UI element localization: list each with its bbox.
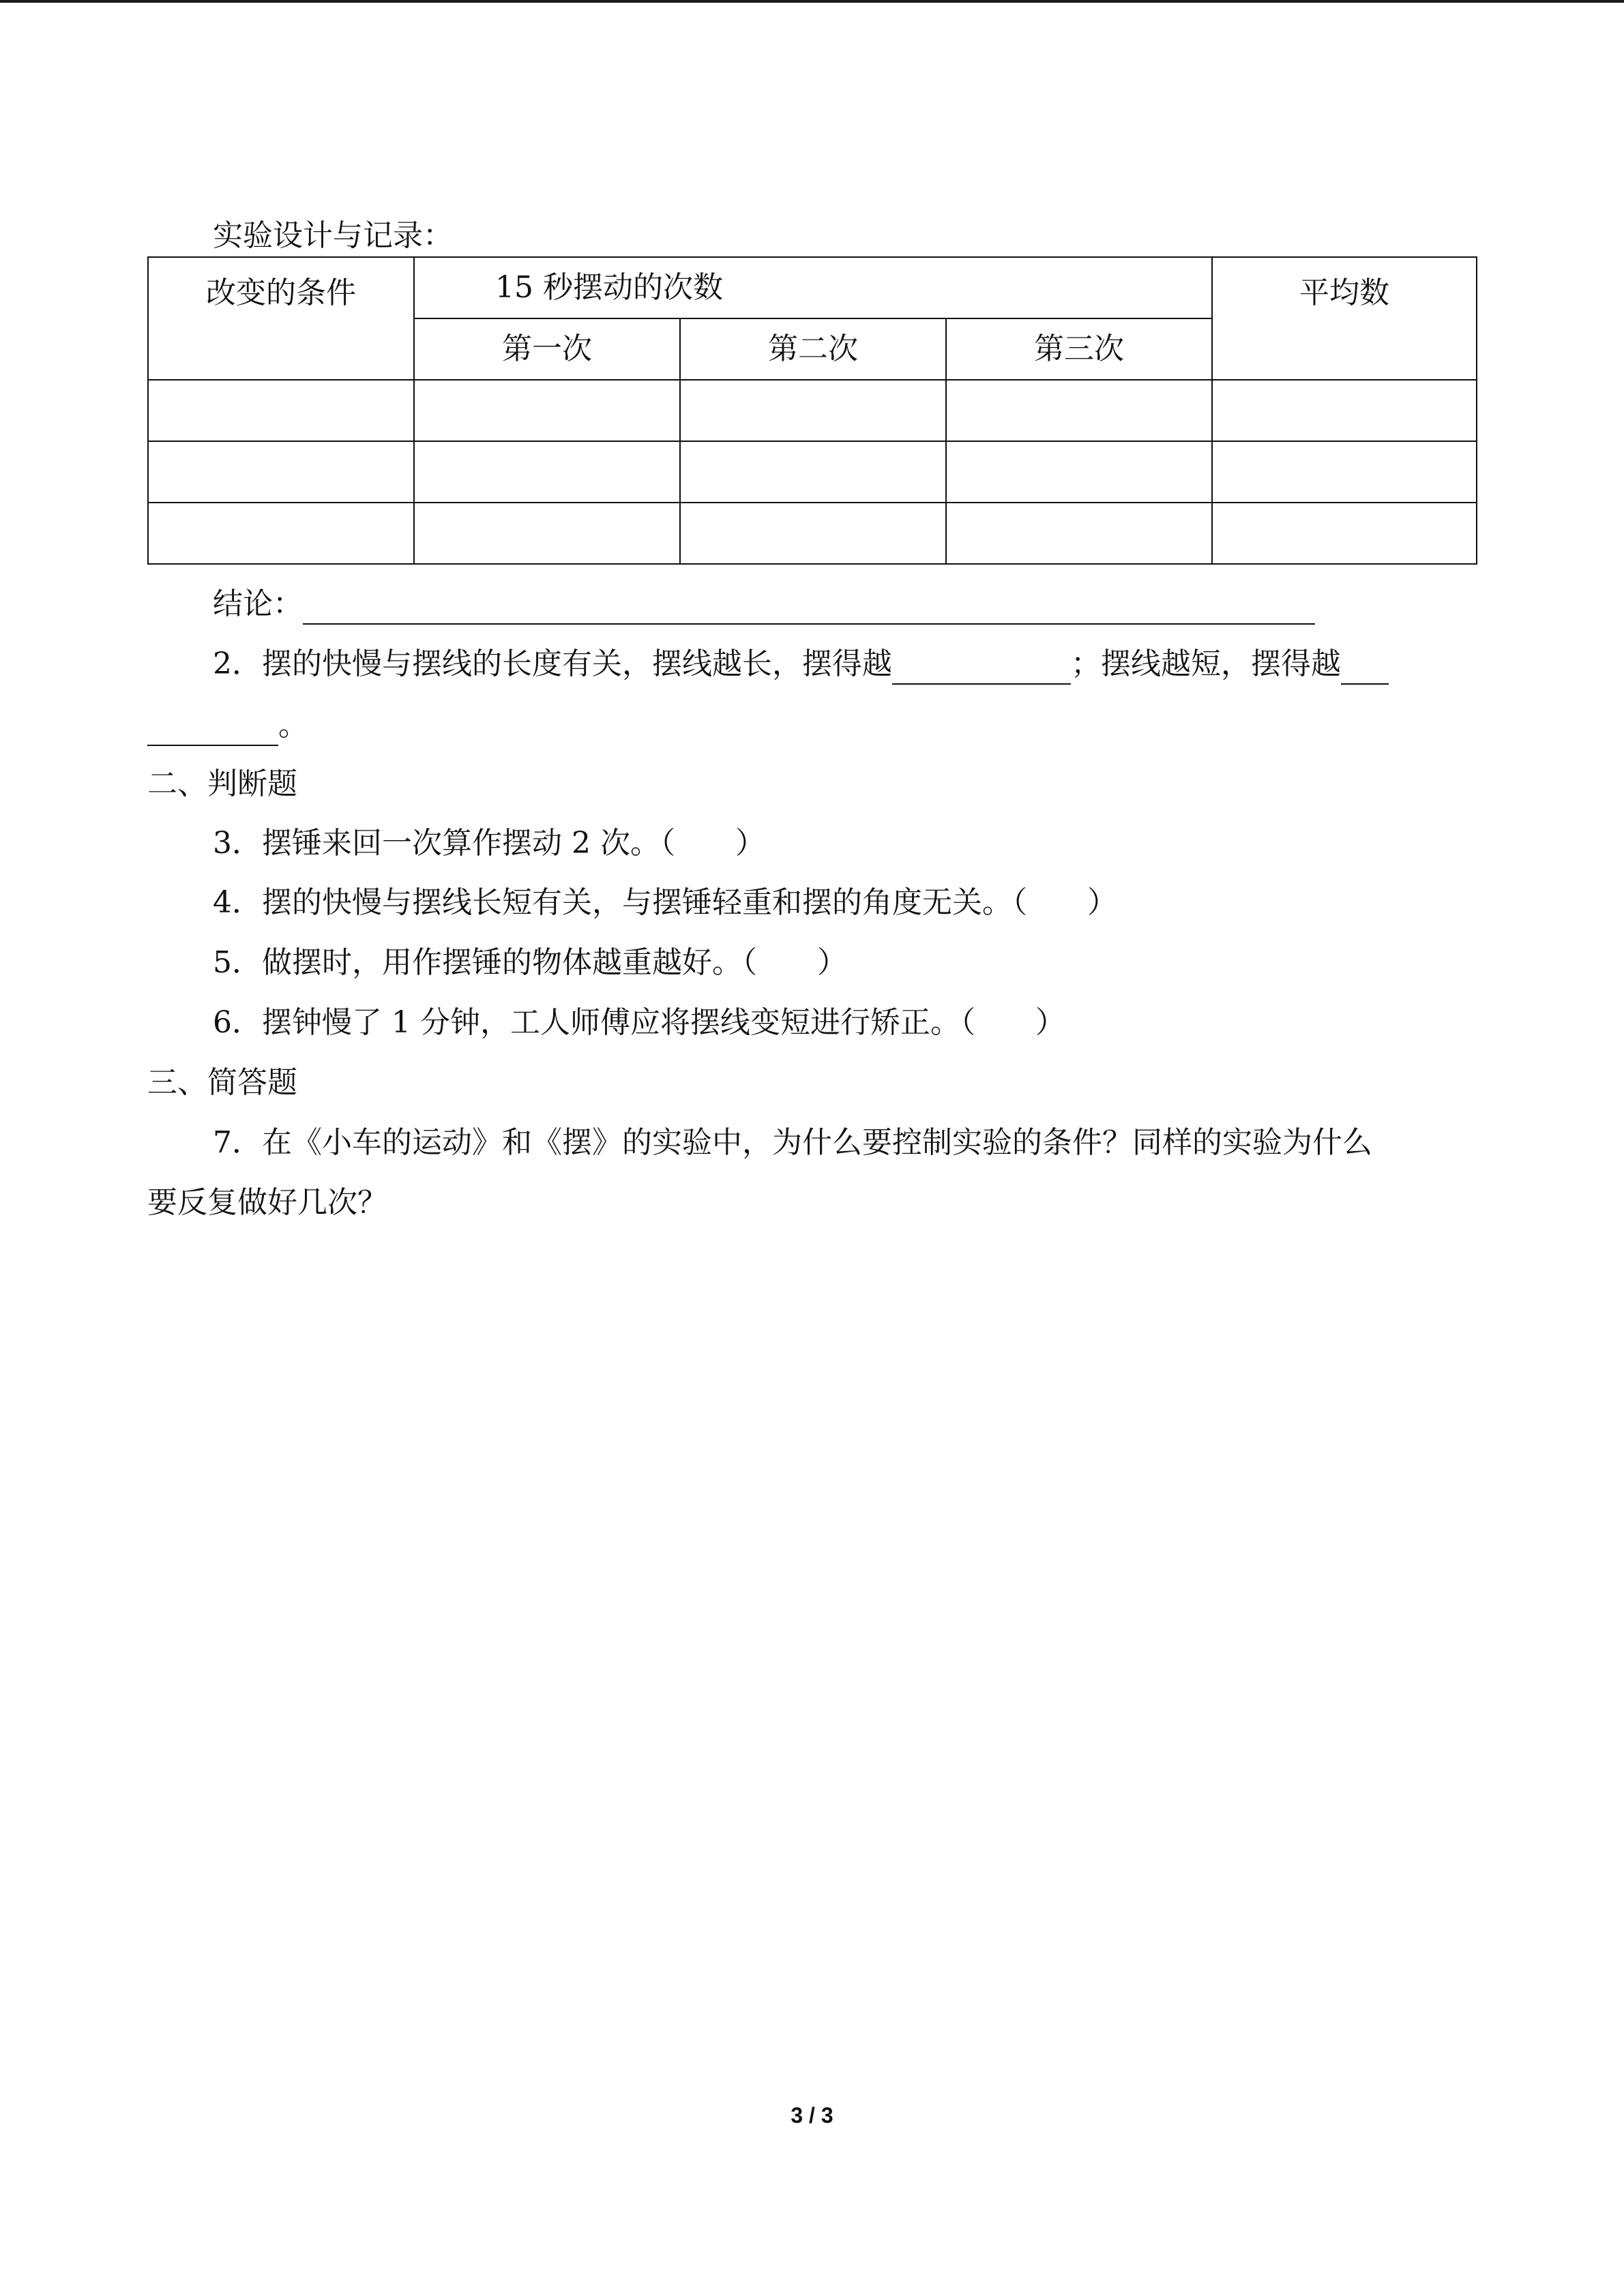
conclusion-blank[interactable] bbox=[303, 591, 1315, 625]
page-number: 3 / 3 bbox=[791, 2103, 833, 2128]
header-average bbox=[1212, 257, 1477, 380]
header-condition-label: 改变的条件 bbox=[206, 275, 356, 310]
table-cell[interactable] bbox=[680, 380, 946, 441]
record-heading: 实验设计与记录： bbox=[213, 218, 453, 253]
header-condition bbox=[148, 257, 414, 380]
question-6: 6．摆钟慢了 1 分钟，工人师傅应将摆线变短进行矫正。（ ） bbox=[213, 1005, 1065, 1040]
table-cell[interactable] bbox=[1212, 441, 1477, 503]
table-cell[interactable] bbox=[680, 441, 946, 503]
question-7-line-1: 7．在《小车的运动》和《摆》的实验中，为什么要控制实验的条件？同样的实验为什么 bbox=[213, 1125, 1372, 1160]
table-row bbox=[148, 503, 1477, 564]
conclusion-label: 结论： bbox=[213, 586, 303, 621]
table-row bbox=[148, 380, 1477, 441]
header-average-label: 平均数 bbox=[1299, 275, 1389, 310]
header-trial-1 bbox=[414, 318, 680, 380]
header-trial-2 bbox=[680, 318, 946, 380]
question-4: 4．摆的快慢与摆线长短有关，与摆锤轻重和摆的角度无关。（ ） bbox=[213, 885, 1117, 920]
q2-text-end: 。 bbox=[278, 708, 308, 743]
q2-blank-short-start[interactable] bbox=[1341, 651, 1389, 685]
question-2 bbox=[213, 644, 1389, 685]
q2-text-a: 2．摆的快慢与摆线的长度有关，摆线越长，摆得越 bbox=[213, 646, 892, 681]
section-judgement-title: 二、判断题 bbox=[147, 766, 297, 801]
table-cell[interactable] bbox=[1212, 380, 1477, 441]
header-trial-3 bbox=[946, 318, 1212, 380]
table-cell[interactable] bbox=[414, 503, 680, 564]
question-5: 5．做摆时，用作摆锤的物体越重越好。（ ） bbox=[213, 945, 847, 980]
q2-blank-short-end[interactable] bbox=[147, 712, 278, 746]
table-cell[interactable] bbox=[680, 503, 946, 564]
trial-1-label: 第一次 bbox=[502, 331, 592, 366]
table-cell[interactable] bbox=[946, 441, 1212, 503]
trial-3-label: 第三次 bbox=[1034, 331, 1124, 366]
question-3: 3．摆锤来回一次算作摆动 2 次。（ ） bbox=[213, 826, 765, 861]
table-cell[interactable] bbox=[414, 441, 680, 503]
table-cell[interactable] bbox=[1212, 503, 1477, 564]
trial-2-label: 第二次 bbox=[768, 331, 858, 366]
question-7-line-2: 要反复做好几次？ bbox=[147, 1185, 387, 1220]
conclusion-line bbox=[213, 584, 1315, 625]
table-row bbox=[148, 441, 1477, 503]
experiment-record-table bbox=[147, 256, 1477, 565]
header-count-label: 15 秒摆动的次数 bbox=[495, 270, 723, 305]
table-cell[interactable] bbox=[148, 503, 414, 564]
table-cell[interactable] bbox=[946, 380, 1212, 441]
table-cell[interactable] bbox=[148, 380, 414, 441]
table-cell[interactable] bbox=[148, 441, 414, 503]
table-cell[interactable] bbox=[414, 380, 680, 441]
header-count bbox=[414, 257, 1212, 318]
section-short-answer-title: 三、简答题 bbox=[147, 1065, 297, 1100]
q2-text-b: ；摆线越短，摆得越 bbox=[1071, 646, 1341, 681]
question-2-continued bbox=[147, 705, 308, 746]
table-cell[interactable] bbox=[946, 503, 1212, 564]
q2-blank-long[interactable] bbox=[892, 651, 1071, 685]
